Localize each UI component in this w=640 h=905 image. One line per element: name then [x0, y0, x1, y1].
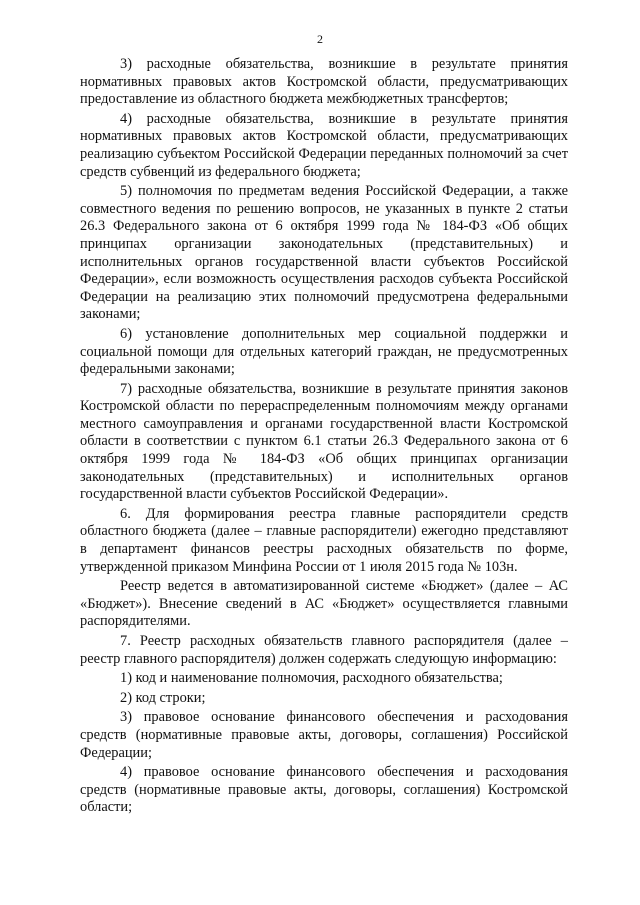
- document-body: [80, 56, 568, 819]
- paragraph-item-5: 5) полномочия по предметам ведения Российской Федерации, а также совместного ведения по решению вопросов, не указанных в пункте 2 статьи 26.3 Федерального закона от 6 октября 1999 года № 184-ФЗ «Об общих принципах организации законодательных (представительных) и исполнительных органов государственной власти субъектов Российской Федерации», если возможность осуществления расходов субъекта Российской Федерации на реализацию этих полномочий предусмотрена федеральными законами;: [80, 183, 568, 323]
- registry-note: Реестр ведется в автоматизированной системе «Бюджет» (далее – АС «Бюджет»). Внесение сведений в АС «Бюджет» осуществляется главными распорядителями.: [80, 578, 568, 630]
- list-item-2: 2) код строки;: [120, 689, 206, 706]
- section-7: 7. Реестр расходных обязательств главного распорядителя (далее – реестр главного распорядителя) должен содержать следующую информацию:: [80, 633, 568, 667]
- section-6: 6. Для формирования реестра главные распорядители средств областного бюджета (далее – главные распорядители) ежегодно представляют в департамент финансов реестры расходных обязательств по форме, утвержденной приказом Минфина России от 1 июля 2015 года № 103н.: [80, 505, 568, 575]
- paragraph-item-6: 6) установление дополнительных мер социальной поддержки и социальной помощи для отдельных категорий граждан, не предусмотренных федеральными законами;: [80, 325, 568, 378]
- page-number: 2: [317, 32, 323, 46]
- paragraph-item-4: 4) расходные обязательства, возникшие в результате принятия нормативных правовых актов Костромской области, предусматривающих реализацию субъектом Российской Федерации переданных полномочий за счет средств субвенций из федерального бюджета;: [80, 110, 568, 180]
- list-item-3: 3) правовое основание финансового обеспечения и расходования средств (нормативные правовые акты, договоры, соглашения) Российской Федерации;: [80, 709, 568, 761]
- list-item-1: 1) код и наименование полномочия, расходного обязательства;: [120, 670, 503, 687]
- paragraph-item-3: 3) расходные обязательства, возникшие в результате принятия нормативных правовых актов Костромской области, предусматривающих предоставление из областного бюджета межбюджетных трансфертов;: [80, 56, 568, 108]
- paragraph-item-7: 7) расходные обязательства, возникшие в результате принятия законов Костромской области по перераспределенным полномочиям между органами местного самоуправления и органами государственной власти Костромской области в соответствии с пунктом 6.1 статьи 26.3 Федерального закона от 6 октября 1999 года № 184-ФЗ «Об общих принципах организации законодательных (представительных) и исполнительных органов государственной власти субъектов Российской Федерации».: [80, 380, 568, 503]
- list-item-4: 4) правовое основание финансового обеспечения и расходования средств (нормативные правовые акты, договоры, соглашения) Костромской области;: [80, 764, 568, 816]
